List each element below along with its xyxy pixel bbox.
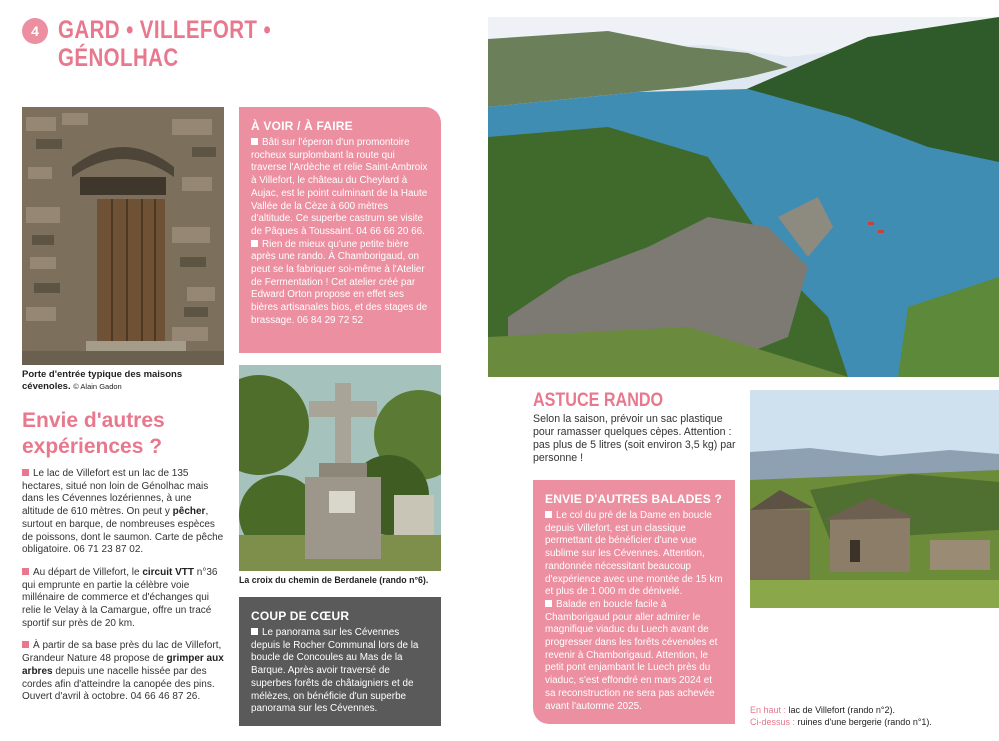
envie-p2-bold: circuit VTT [142,566,195,578]
coup-coeur-text [251,627,431,716]
envie-p3-a: À partir de sa base près du lac de Villefort, Grandeur Nature 48 propose de [22,640,222,665]
envie-p1-a: Le lac de Villefort est un lac de 135 hectares, situé non loin de Génolhac mais dans les Cévennes lozériennes, à une altitude de 610 mètres. On peut y [22,468,209,518]
page-title [58,16,271,72]
door-caption [22,369,227,392]
page-title-line2: GÉNOLHAC [58,44,179,72]
balades-box [533,480,735,724]
voir-faire-p2: Rien de mieux qu'une petite bière après une rando. À Chamborigaud, on peut se la fabriquer soi-même à l'Atelier de Fermentation ! Cet atelier créé par Edward Orton propose en effet ses bières artisanales bios, et des stages de brassage. 06 84 29 72 52 [251,238,428,326]
envie-heading-line1: Envie d'autres [22,409,165,432]
voir-faire-box [239,107,441,353]
envie-paragraph-1 [22,468,225,557]
caption-label-2: Ci-dessus : [750,717,796,727]
envie-p2-a: Au départ de Villefort, le [33,566,143,578]
page-number-badge [22,18,48,44]
balades-p1: Le col du pré de la Dame en boucle depuis Villefort, est un classique permettant de bénéficier d'une vue sublime sur les Cévennes. Attention, randonnée nécessitant beaucoup d'expérience avec une montée de 15 km et plus de 1 000 m de dénivelé. [545,510,723,598]
lake-photo [488,17,999,377]
door-caption-text: Porte d'entrée typique des maisons cévenoles. [22,369,183,392]
astuce-text: Selon la saison, prévoir un sac plastique pour ramasser quelques cèpes. Attention : pas plus de 5 litres (soit environ 3,5 kg) par personne ! [533,413,736,464]
envie-paragraph-2 [22,567,225,631]
door-photo [22,107,224,365]
voir-faire-title: À VOIR / À FAIRE [251,119,353,133]
caption-text-2: ruines d'une bergerie (rando n°1). [797,717,932,727]
balades-text [545,510,725,713]
caption-label-1: En haut : [750,705,787,715]
envie-p3-bold: grimper aux arbres [22,653,224,677]
balades-title: ENVIE D'AUTRES BALADES ? [545,492,723,506]
envie-p1-b: , surtout en barque, de nombreuses espèces de poissons, dont le saumon. Carte de pêche obligatoire. 06 71 23 87 02. [22,506,224,556]
caption-text-1: lac de Villefort (rando n°2). [788,705,896,715]
balades-paragraph-2 [545,599,725,713]
page-number: 4 [31,23,39,39]
balades-paragraph-1 [545,510,725,599]
envie-heading [22,408,165,460]
astuce-title: ASTUCE RANDO [533,390,664,411]
envie-p3-b: depuis une nacelle hissée par des cordes afin d'atteindre la canopée des pins. Ouvert d'avril à octobre. 04 66 46 87 26. [22,665,215,703]
voir-faire-text [251,137,431,328]
coup-coeur-paragraph: Le panorama sur les Cévennes depuis le Rocher Communal lors de la boucle de Concoules au Mas de la Barque. Après avoir traversé de superbes forêts de châtaigniers et de mélèzes, on bénéficie d'un superbe panorama sur les Cévennes. [251,627,419,715]
envie-p1-bold: pêcher [172,506,206,518]
envie-heading-line2: expériences ? [22,435,163,458]
voir-faire-paragraph-1 [251,137,431,239]
envie-p2-b: n°36 qui emprunte en partie la célèbre voie millénaire de commerce et d'échanges qui relie le Velay à la Camargue, offre un tracé sportif sur près de 20 km. [22,566,218,629]
voir-faire-paragraph-2 [251,239,431,328]
cross-photo [239,365,441,571]
door-caption-credit: © Alain Gadon [73,381,122,391]
caption-line-1 [750,704,999,716]
caption-line-2 [750,716,999,728]
bottom-caption [750,704,999,728]
balades-p2: Balade en boucle facile à Chamborigaud pour aller admirer le magnifique viaduc du Luech avant de progresser dans les forêts cévenoles et revenir à Chamborigaud. Attention, le petit pont enjambant le Luech près du viaduc, s'est effondré en mars 2024 et sa reconstruction ne sera pas achevée avant l'automne 2025. [545,598,718,712]
envie-paragraph-3 [22,640,225,704]
ruins-photo [750,390,999,608]
coup-coeur-box [239,597,441,726]
page-title-line1: GARD • VILLEFORT • [58,16,272,44]
voir-faire-p1: Bâti sur l'éperon d'un promontoire rocheux surplombant la route qui traverse l'Ardèche et relie Saint-Ambroix à Villefort, le château du Cheylard à Aujac, est le point culminant de la Haute Vallée de la Cèze à 600 mètres d'altitude. Ce superbe castrum se visite de Pâques à Toussaint. 04 66 66 20 66. [251,137,428,237]
cross-caption: La croix du chemin de Berdanele (rando n°6). [239,575,429,585]
coup-coeur-title: COUP DE CŒUR [251,609,350,623]
envie-text [22,468,225,704]
